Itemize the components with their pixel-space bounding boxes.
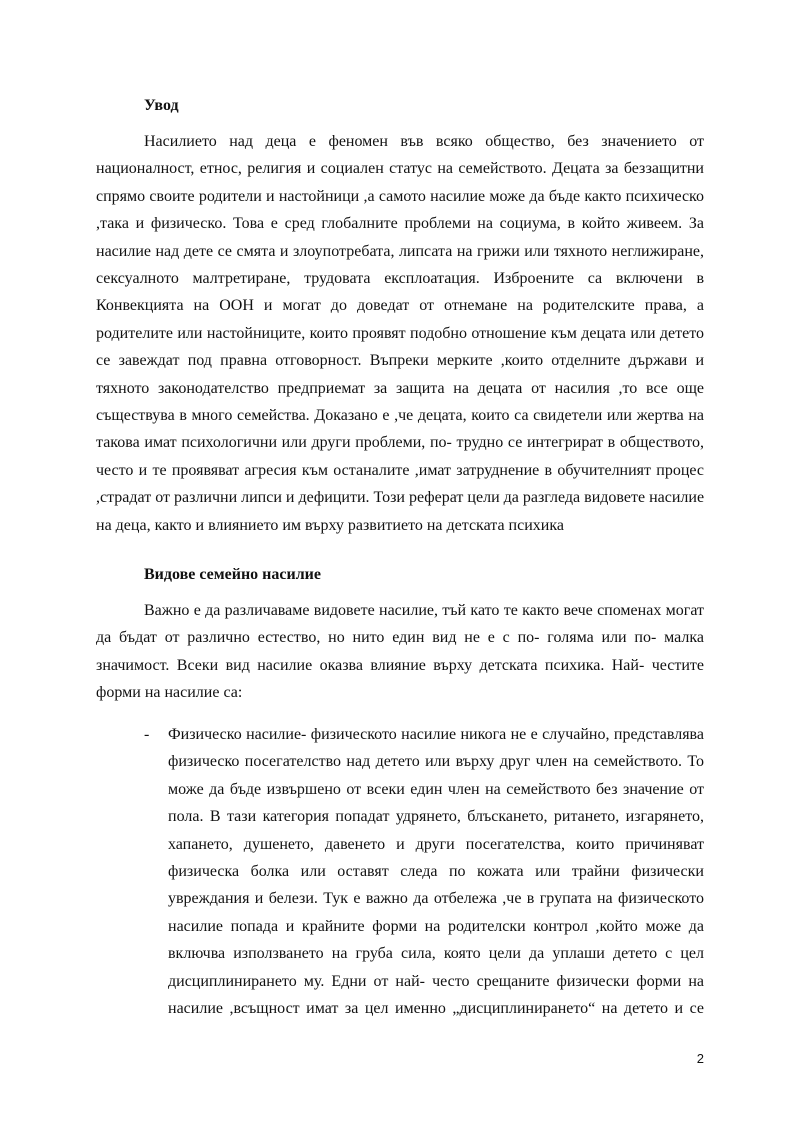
introduction-paragraph — [96, 128, 704, 539]
paragraph-line: Насилието над деца е феномен във всяко общество, без значението от — [144, 133, 704, 150]
list-item-line: физическа болка или оставят следа по кожата или трайни физически — [168, 863, 704, 881]
paragraph-line: такова имат психологични или други проблеми, по- трудно се интегрират в обществото, — [96, 434, 704, 452]
list-item-line: включва използването на груба сила, която цели да уплаши детето с цел — [168, 945, 704, 963]
list-item-line: Физическо насилие- физическото насилие никога не е случайно, представлява — [168, 726, 704, 743]
paragraph-line: се завеждат под правна отговорност. Въпреки мерките ,които отделните държави и — [96, 352, 704, 370]
paragraph-line: да бъдат от различно естество, но нито един вид не е с по- голяма или по- малка — [96, 629, 704, 647]
paragraph-line: сексуалното малтретиране, трудовата експлоатация. Изброените са включени в — [96, 270, 704, 288]
list-bullet: - — [144, 726, 150, 743]
paragraph-line: насилие над дете се смята и злоупотребата, липсата на грижи или тяхното неглижиране, — [96, 242, 704, 260]
paragraph-line: често и те проявяват агресия към останалите ,имат затруднение в обучителният процес — [96, 461, 704, 479]
paragraph-line: Важно е да различаваме видовете насилие, тъй като те както вече споменах могат — [144, 602, 704, 619]
paragraph-line: спрямо своите родители и настойници ,а самото насилие може да бъде както психическо — [96, 187, 704, 205]
violence-types-paragraph — [96, 597, 704, 707]
paragraph-line: съществува в много семейства. Доказано е ,че децата, които са свидетели или жертва на — [96, 407, 704, 425]
paragraph-line: форми на насилие са: — [96, 684, 243, 702]
list-item-line: пола. В тази категория попадат удрянето, блъскането, ритането, изгарянето, — [168, 808, 704, 826]
paragraph-line: ,така и физическо. Това е сред глобалните проблеми на социума, в който живеем. За — [96, 215, 704, 233]
paragraph-line: тяхното законодателство предприемат за защита на децата от насилия ,то все още — [96, 379, 704, 397]
paragraph-line: родителите или настойниците, които проявят подобно отношение към децата или детето — [96, 324, 704, 342]
list-item-line: хапането, душенето, давенето и други посегателства, които причиняват — [168, 835, 704, 853]
paragraph-line: значимост. Всеки вид насилие оказва влияние върху детската психика. Най- честите — [96, 656, 704, 674]
list-item-line: може да бъде извършено от всеки един член на семейството без значение от — [168, 780, 704, 798]
page-number: 2 — [696, 1051, 704, 1066]
list-item-line: дисциплинирането му. Едни от най- често срещаните физически форми на — [168, 972, 704, 990]
paragraph-line: Конвекцията на ООН и могат до доведат от отнемане на родителските права, а — [96, 297, 704, 315]
paragraph-line: националност, етнос, религия и социален статус на семейството. Децата за беззащитни — [96, 160, 704, 178]
list-item-line: увреждания и белези. Тук е важно да отбележа ,че в групата на физическото — [168, 890, 704, 908]
heading-violence-types: Видове семейно насилие — [144, 566, 321, 583]
paragraph-line: ,страдат от различни липси и дефицити. Този реферат цели да разгледа видовете насилие — [96, 489, 705, 507]
list-item-line: насилие попада и крайните форми на родителски контрол ,който може да — [168, 917, 704, 935]
list-item-line: физическо посегателство над детето или върху друг член на семейството. То — [168, 753, 704, 771]
list-item-line: насилие ,всъщност имат за цел именно „дисциплинирането“ на детето и се — [168, 1000, 704, 1018]
paragraph-line: на деца, както и влиянието им върху развитието на детската психика — [96, 516, 564, 534]
physical-violence-list-item — [168, 721, 704, 1022]
heading-introduction: Увод — [144, 97, 179, 114]
